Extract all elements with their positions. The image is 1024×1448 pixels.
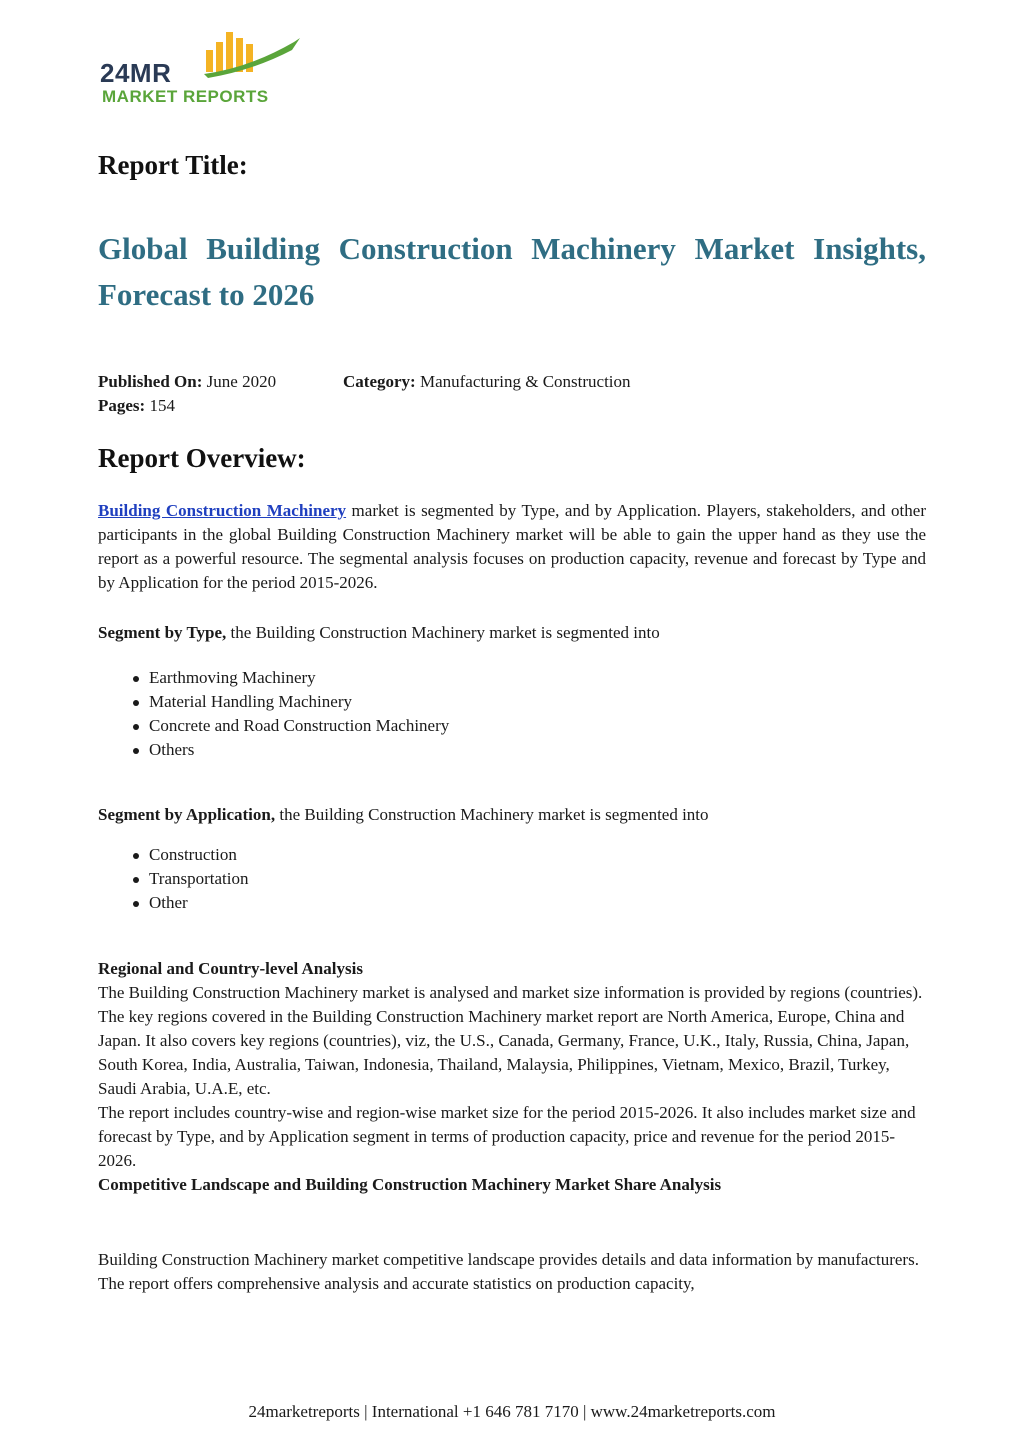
logo-text-24mr: 24MR xyxy=(100,58,172,88)
published-on xyxy=(98,372,276,392)
category-value: Manufacturing & Construction xyxy=(419,372,631,391)
segment-type-text: the Building Construction Machinery market is segmented into xyxy=(226,623,660,642)
report-title-line-1: Global Building Construction Machinery Market Insights, xyxy=(98,231,926,266)
list-item: Transportation xyxy=(98,867,249,891)
segment-type-label: Segment by Type, xyxy=(98,623,227,642)
report-title-heading: Report Title: xyxy=(98,150,248,180)
pages-value: 154 xyxy=(149,396,175,415)
list-item: Others xyxy=(98,738,449,762)
report-overview-heading: Report Overview: xyxy=(98,443,306,473)
segment-app-list xyxy=(98,843,249,915)
report-title xyxy=(98,226,926,318)
segment-by-application-intro xyxy=(98,803,926,827)
segment-app-label: Segment by Application, xyxy=(98,805,276,824)
regional-paragraph-1: The Building Construction Machinery market is analysed and market size information is provided by regions (countries). xyxy=(98,983,923,1002)
segment-app-text: the Building Construction Machinery market is segmented into xyxy=(275,805,709,824)
regional-heading: Regional and Country-level Analysis xyxy=(98,959,363,978)
published-label: Published On: xyxy=(98,372,203,391)
segment-by-type-intro xyxy=(98,621,926,645)
list-item: Construction xyxy=(98,843,249,867)
pages xyxy=(98,396,175,416)
overview-paragraph xyxy=(98,499,926,595)
report-title-line-2: Forecast to 2026 xyxy=(98,277,315,312)
list-item: Earthmoving Machinery xyxy=(98,666,449,690)
competitive-paragraph: Building Construction Machinery market competitive landscape provides details and data information by manufacturers. The report offers comprehensive analysis and accurate statistics on production capacity, xyxy=(98,1250,919,1293)
regional-paragraph-2: The key regions covered in the Building Construction Machinery market report are North America, Europe, China and Japan. It also covers key regions (countries), viz, the U.S., Canada, Germany, France, U.K., Italy, Russia, China, Japan, South Korea, India, Australia, Taiwan, Indonesia, Thailand, Malaysia, Philippines, Vietnam, Mexico, Brazil, Turkey, Saudi Arabia, U.A.E, etc. xyxy=(98,1007,910,1098)
list-item: Concrete and Road Construction Machinery xyxy=(98,714,449,738)
segment-type-list xyxy=(98,666,449,762)
logo-text-market-reports: MARKET REPORTS xyxy=(102,87,269,106)
bar-chart-logo-icon xyxy=(204,28,304,78)
published-value: June 2020 xyxy=(206,372,277,391)
regional-paragraph-3: The report includes country-wise and region-wise market size for the period 2015-2026. It also includes market size and forecast by Type, and by Application segment in terms of production capacity, price and revenue for the period 2015-2026. xyxy=(98,1103,916,1170)
category-label: Category: xyxy=(343,372,416,391)
category xyxy=(343,372,631,392)
list-item: Material Handling Machinery xyxy=(98,690,449,714)
list-item: Other xyxy=(98,891,249,915)
regional-section xyxy=(98,957,926,1197)
pages-label: Pages: xyxy=(98,396,146,415)
page-footer: 24marketreports | International +1 646 781 7170 | www.24marketreports.com xyxy=(248,1402,776,1421)
company-logo xyxy=(100,28,310,108)
overview-text: market is segmented by Type, and by Application. Players, stakeholders, and other participants in the global Building Construction Machinery market will be able to gain the upper hand as they use the report as a powerful resource. The segmental analysis focuses on production capacity, revenue and forecast by Type and by Application for the period 2015-2026. xyxy=(98,501,926,592)
competitive-heading: Competitive Landscape and Building Construction Machinery Market Share Analysis xyxy=(98,1175,722,1194)
building-construction-machinery-link[interactable]: Building Construction Machinery xyxy=(98,501,347,520)
